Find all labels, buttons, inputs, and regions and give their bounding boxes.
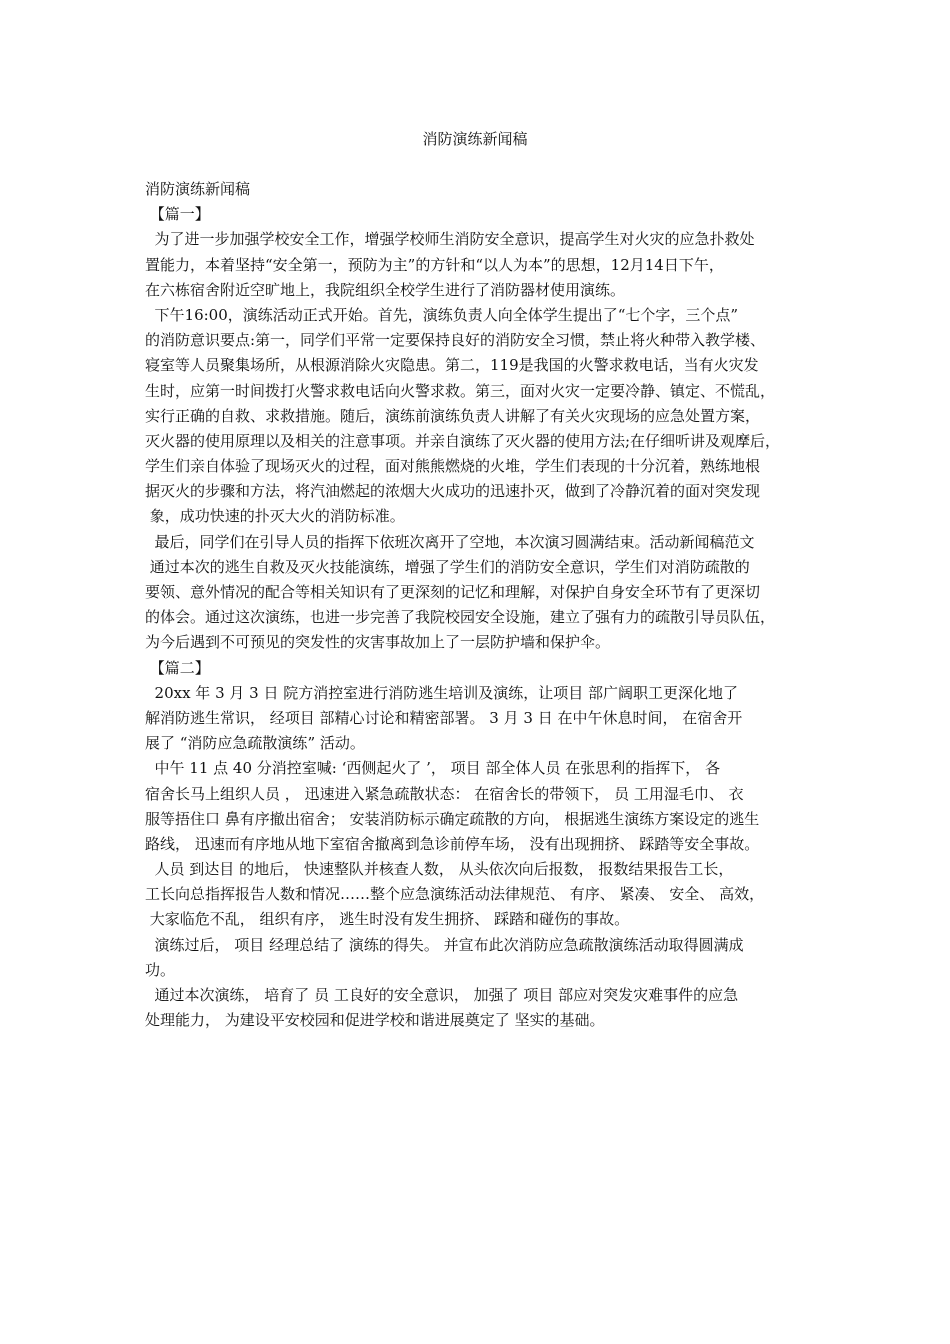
text-line: 路线， 迅速而有序地从地下室宿舍撤离到急诊前停车场， 没有出现拥挤、 踩踏等安全事故。 (145, 834, 760, 853)
text-line: 通过本次演练， 培育了 员 工良好的安全意识， 加强了 项目 部应对突发灾难事件的应急 (145, 986, 739, 1004)
text-line: 【篇二】 (145, 658, 210, 677)
text-line: 为了进一步加强学校安全工作，增强学校师生消防安全意识，提高学生对火灾的应急扑救处 (145, 230, 755, 249)
text-line: 工长向总指挥报告人数和情况……整个应急演练活动法律规范、 有序、 紧凑、 安全、 高效， (145, 885, 765, 904)
text-line: 学生们亲自体验了现场灭火的过程，面对熊熊燃烧的火堆，学生们表现的十分沉着，熟练地根 (145, 457, 761, 476)
document-body (145, 177, 825, 1033)
text-line: 处理能力， 为建设平安校园和促进学校和谐进展奠定了 坚实的基础。 (145, 1011, 605, 1030)
text-line: 实行正确的自救、求救措施。随后，演练前演练负责人讲解了有关火灾现场的应急处置方案， (145, 406, 761, 425)
text-line: 下午16:00，演练活动正式开始。首先，演练负责人向全体学生提出了“七个字，三个点” (145, 305, 739, 324)
text-line: 人员 到达目 的地后， 快速整队并核查人数， 从头依次向后报数， 报数结果报告工长， (145, 860, 734, 879)
text-line: 演练过后， 项目 经理总结了 演练的得失。 并宣布此次消防应急疏散演练活动取得圆满成 (145, 935, 744, 954)
text-line: 展了 “消防应急疏散演练” 活动。 (145, 734, 365, 753)
text-line: 解消防逃生常识， 经项目 部精心讨论和精密部署。 3 月 3 日 在中午休息时间， 在宿舍开 (145, 708, 743, 727)
text-line: 消防演练新闻稿 (145, 180, 251, 198)
text-line: 象，成功快速的扑灭大火的消防标准。 (145, 507, 405, 526)
text-line: 据灭火的步骤和方法，将汽油燃起的浓烟大火成功的迅速扑灭，做到了冷静沉着的面对突发现 (145, 482, 761, 501)
text-line: 置能力，本着坚持“安全第一，预防为主”的方针和“以人为本”的思想，12月14日下午， (145, 255, 724, 274)
text-line: 灭火器的使用原理以及相关的注意事项。并亲自演练了灭火器的使用方法;在仔细听讲及观摩后， (145, 431, 781, 450)
document-title: 消防演练新闻稿 (422, 130, 528, 148)
text-line: 20xx 年 3 月 3 日 院方消控室进行消防逃生培训及演练，让项目 部广阔职工更深化地了 (145, 683, 739, 702)
text-line: 最后，同学们在引导人员的指挥下依班次离开了空地，本次演习圆满结束。活动新闻稿范文 (145, 532, 755, 551)
text-line: 宿舍长马上组织人员 ， 迅速进入紧急疏散状态： 在宿舍长的带领下， 员 工用湿毛巾、 衣 (145, 784, 744, 803)
text-line: 在六栋宿舍附近空旷地上，我院组织全校学生进行了消防器材使用演练。 (145, 280, 626, 299)
text-line: 为今后遇到不可预见的突发性的灾害事故加上了一层防护墙和保护伞。 (145, 633, 611, 652)
text-line: 要领、意外情况的配合等相关知识有了更深刻的记忆和理解，对保护自身安全环节有了更深切 (145, 583, 761, 601)
text-line: 中午 11 点 40 分消控室喊: ‘西侧起火了 ’， 项目 部全体人员 在张思利的指挥下， 各 (145, 759, 720, 778)
text-line: 大家临危不乱， 组织有序， 逃生时没有发生拥挤、 踩踏和碰伤的事故。 (145, 910, 630, 929)
text-line: 的消防意识要点:第一，同学们平常一定要保持良好的消防安全习惯，禁止将火种带入教学楼、 (145, 331, 766, 350)
text-line: 通过本次的逃生自救及灭火技能演练，增强了学生们的消防安全意识，学生们对消防疏散的 (145, 557, 750, 576)
text-line: 寝室等人员聚集场所，从根源消除火灾隐患。第二，119是我国的火警求救电话，当有火灾发 (145, 356, 759, 375)
text-line: 服等捂住口 鼻有序撤出宿舍； 安装消防标示确定疏散的方向， 根据逃生演练方案设定的逃生 (145, 809, 760, 828)
text-line: 生时，应第一时间拨打火警求救电话向火警求救。第三，面对火灾一定要冷静、镇定、不慌乱， (145, 381, 776, 400)
text-line: 的体会。通过这次演练，也进一步完善了我院校园安全设施，建立了强有力的疏散引导员队伍， (145, 608, 776, 627)
text-line: 功。 (145, 960, 176, 979)
text-line: 【篇一】 (145, 205, 210, 224)
